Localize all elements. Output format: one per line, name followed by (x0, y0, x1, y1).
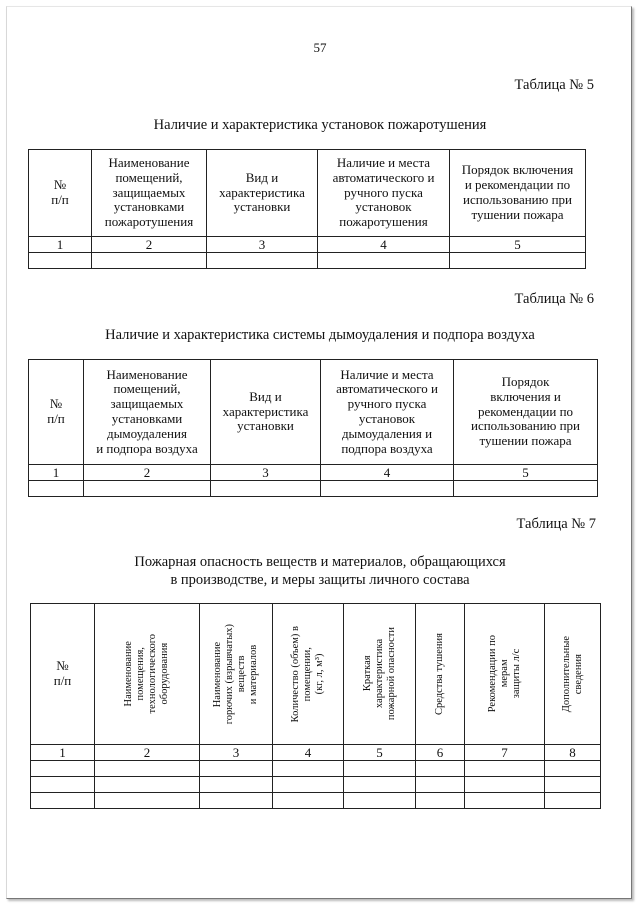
table-7-number-cell: 2 (95, 745, 200, 761)
table-7-vertical-header-text: Наименование помещения, технологического оборудования (123, 634, 170, 714)
table-7-empty-row (31, 761, 601, 777)
table-5-number-cell: 2 (92, 237, 207, 253)
table-6-number-row (29, 465, 598, 481)
table-7-empty-cell (416, 793, 465, 809)
table-7-header-cell: № п/п (31, 604, 95, 745)
table-7-number-cell: 8 (545, 745, 601, 761)
table-5-number-cell: 1 (29, 237, 92, 253)
table-5-header-cell: № п/п (29, 150, 92, 237)
table-7-vertical-header-cell (545, 604, 601, 745)
table-6-empty-cell (321, 481, 454, 497)
table-7-title-line1: Пожарная опасность веществ и материалов, обращающихся (134, 554, 506, 570)
table-7-number-cell: 3 (200, 745, 273, 761)
table-7-empty-cell (545, 761, 601, 777)
table-7-empty-row (31, 793, 601, 809)
table-7-vertical-header-text: Средства тушения (434, 633, 445, 715)
table-7-number-cell: 4 (273, 745, 344, 761)
table-7-vertical-header-cell (344, 604, 416, 745)
table-6-empty-cell (29, 481, 84, 497)
table-5-title-text: Наличие и характеристика установок пожаротушения (153, 117, 487, 133)
table-5-header-cell: Наименование помещений, защищаемых установками пожаротушения (92, 150, 207, 237)
table-7 (30, 603, 601, 809)
table-7-vertical-header-cell (465, 604, 545, 745)
table-7-empty-cell (465, 777, 545, 793)
table-7-vertical-header-cell (273, 604, 344, 745)
table-5-number-cell: 5 (450, 237, 586, 253)
table-7-vertical-header-cell (416, 604, 465, 745)
table-7-vertical-header-text: Количество (объем) в помещении, (кг, л, м³) (290, 625, 325, 723)
table-7-empty-cell (31, 777, 95, 793)
table-7-empty-cell (416, 777, 465, 793)
table-7-vertical-header-text: Наименование горючих (взрывчатых) веществ и материалов (212, 623, 259, 725)
table-7-number-row (31, 745, 601, 761)
table-6 (28, 359, 598, 497)
table-5-header-row (29, 150, 586, 237)
table-7-header-row (31, 604, 601, 745)
table-7-empty-cell (416, 761, 465, 777)
table-6-empty-cell (211, 481, 321, 497)
table-7-empty-cell (344, 777, 416, 793)
table-5-header-cell: Вид и характеристика установки (207, 150, 318, 237)
table-7-empty-cell (273, 793, 344, 809)
table-6-header-cell: Наименование помещений, защищаемых установками дымоудаления и подпора воздуха (84, 360, 211, 465)
table-7-number-cell: 5 (344, 745, 416, 761)
table-7-empty-cell (95, 761, 200, 777)
table-6-header-cell: Вид и характеристика установки (211, 360, 321, 465)
table-6-header-cell: Наличие и места автоматического и ручного пуска установок дымоудаления и подпора воздуха (321, 360, 454, 465)
table-6-title-text: Наличие и характеристика системы дымоудаления и подпора воздуха (105, 327, 535, 343)
table-5-number-cell: 3 (207, 237, 318, 253)
table-7-empty-cell (344, 793, 416, 809)
table-5-label: Таблица № 5 (514, 77, 594, 93)
table-5-empty-row (29, 253, 586, 269)
table-7-empty-cell (545, 777, 601, 793)
table-6-number-cell: 5 (454, 465, 598, 481)
table-5 (28, 149, 586, 269)
table-5-number-row (29, 237, 586, 253)
table-5-empty-cell (207, 253, 318, 269)
table-5-empty-cell (29, 253, 92, 269)
table-6-title (0, 326, 640, 344)
table-5-empty-cell (450, 253, 586, 269)
table-7-number-cell: 1 (31, 745, 95, 761)
table-7-label: Таблица № 7 (516, 516, 596, 532)
table-6-number-cell: 2 (84, 465, 211, 481)
table-7-title-line2: в производстве, и меры защиты личного состава (170, 572, 470, 588)
table-6-header-row (29, 360, 598, 465)
table-7-vertical-header-cell (95, 604, 200, 745)
table-6-header-cell: Порядок включения и рекомендации по использованию при тушении пожара (454, 360, 598, 465)
table-5-empty-cell (92, 253, 207, 269)
table-6-empty-cell (454, 481, 598, 497)
table-7-vertical-header-text: Краткая характеристика пожарной опасности (361, 627, 397, 721)
table-5-header-cell: Наличие и места автоматического и ручного пуска установок пожаротушения (318, 150, 450, 237)
table-6-label: Таблица № 6 (514, 291, 594, 307)
table-7-number-cell: 6 (416, 745, 465, 761)
table-7-empty-cell (200, 793, 273, 809)
table-6-number-cell: 4 (321, 465, 454, 481)
table-6-header-cell: № п/п (29, 360, 84, 465)
table-7-vertical-header-text: Дополнительные сведения (560, 635, 584, 713)
table-5-number-cell: 4 (318, 237, 450, 253)
table-7-empty-cell (200, 777, 273, 793)
table-5-empty-cell (318, 253, 450, 269)
table-7-empty-cell (344, 761, 416, 777)
table-7-title (0, 553, 640, 589)
table-7-number-cell: 7 (465, 745, 545, 761)
table-7-vertical-header-cell (200, 604, 273, 745)
table-7-empty-row (31, 777, 601, 793)
table-7-empty-cell (545, 793, 601, 809)
table-5-header-cell: Порядок включения и рекомендации по использованию при тушении пожара (450, 150, 586, 237)
table-6-empty-row (29, 481, 598, 497)
table-7-empty-cell (273, 761, 344, 777)
table-7-empty-cell (465, 793, 545, 809)
table-7-empty-cell (273, 777, 344, 793)
page-number: 57 (313, 40, 327, 55)
table-7-vertical-header-text: Рекомендации по мерам защиты л/с (486, 635, 522, 713)
table-7-empty-cell (95, 777, 200, 793)
table-6-empty-cell (84, 481, 211, 497)
table-7-empty-cell (31, 761, 95, 777)
table-6-number-cell: 3 (211, 465, 321, 481)
table-6-number-cell: 1 (29, 465, 84, 481)
table-7-empty-cell (200, 761, 273, 777)
table-5-title (0, 116, 640, 134)
table-7-empty-cell (465, 761, 545, 777)
table-7-empty-cell (31, 793, 95, 809)
table-7-empty-cell (95, 793, 200, 809)
